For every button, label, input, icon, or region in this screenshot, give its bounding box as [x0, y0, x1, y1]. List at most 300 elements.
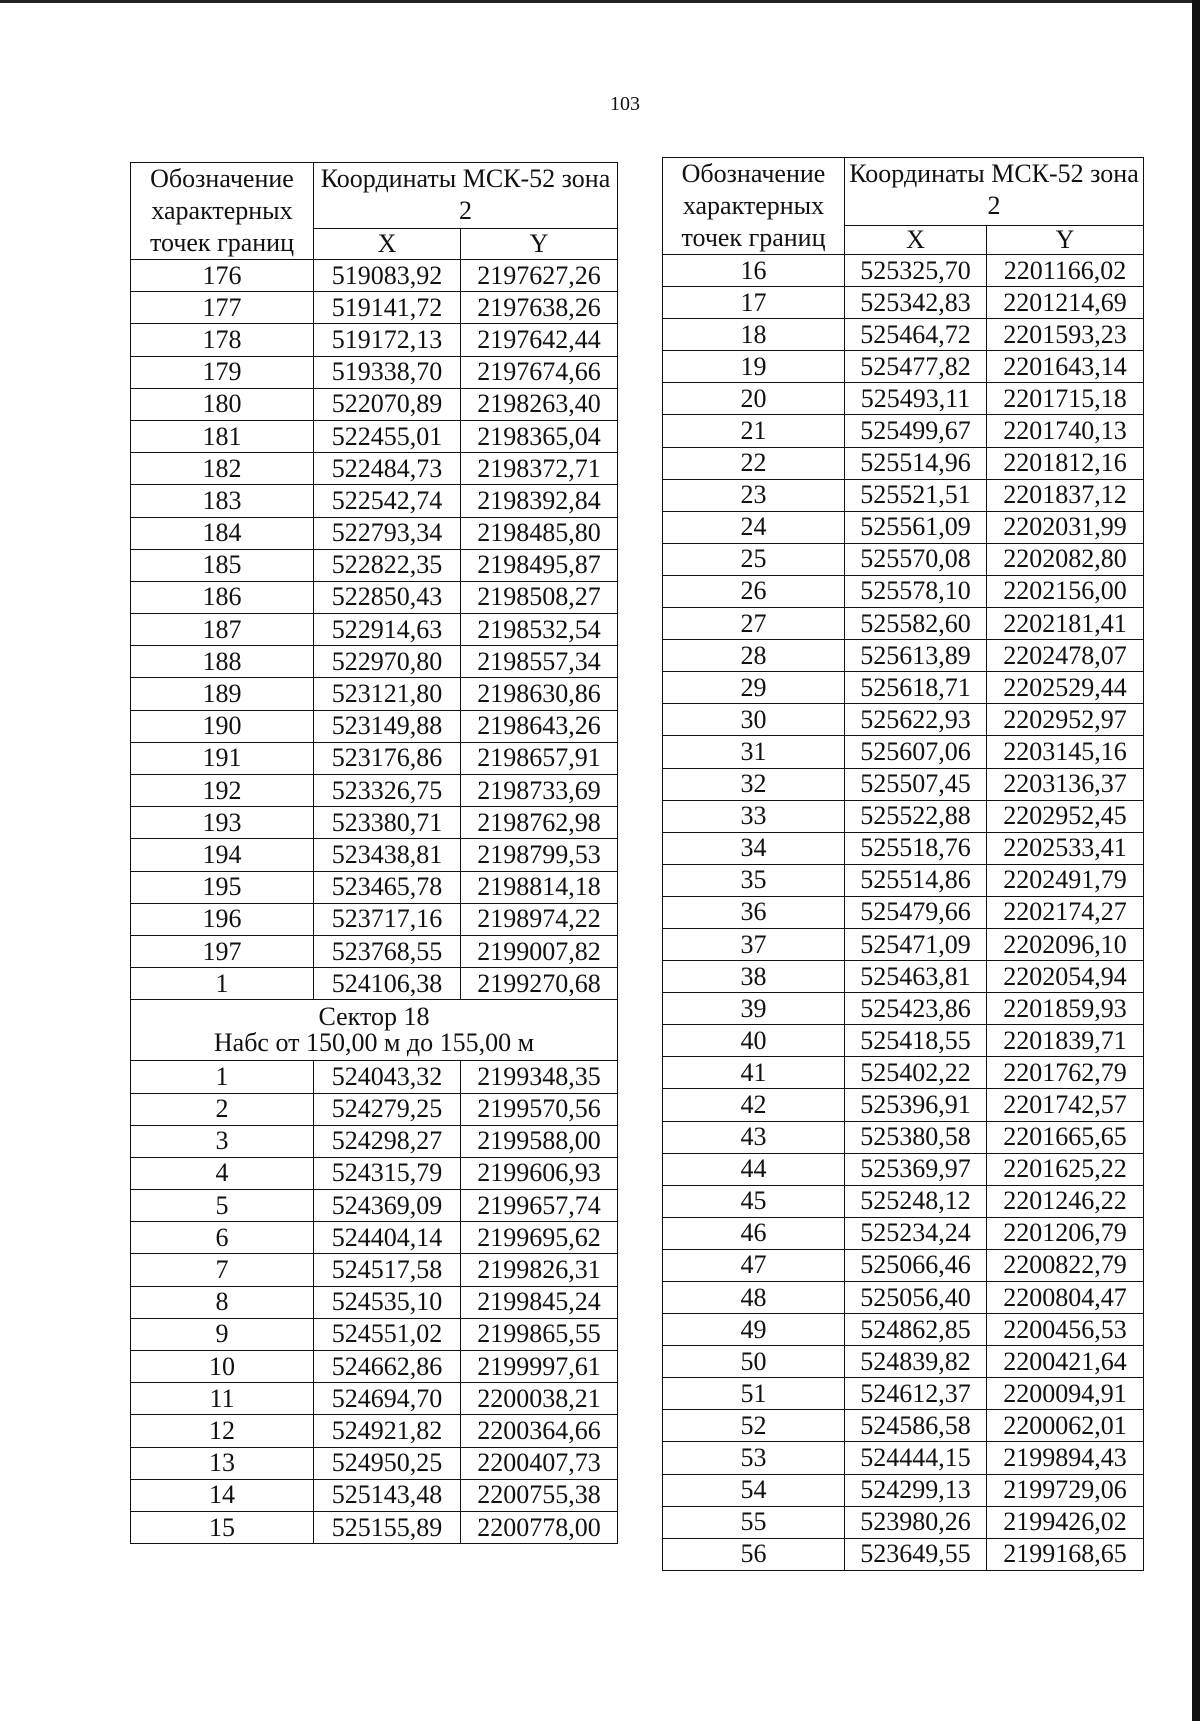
sector-height-range: Набс от 150,00 м до 155,00 м [213, 1028, 535, 1058]
point-number: 34 [663, 832, 845, 864]
coord-x: 525423,86 [845, 993, 987, 1025]
coord-y: 2201837,12 [987, 479, 1144, 511]
point-number: 41 [663, 1057, 845, 1089]
point-number: 23 [663, 479, 845, 511]
coord-y: 2201665,65 [987, 1121, 1144, 1153]
coord-x: 525056,40 [845, 1282, 987, 1314]
coord-y: 2201206,79 [987, 1217, 1144, 1249]
coord-x: 525234,24 [845, 1217, 987, 1249]
table-row [131, 1093, 618, 1125]
coord-x: 525622,93 [845, 704, 987, 736]
table-row [131, 1125, 618, 1157]
point-number: 188 [131, 646, 314, 678]
coord-x: 524921,82 [314, 1415, 461, 1447]
table-row [663, 479, 1144, 511]
coord-x: 525613,89 [845, 640, 987, 672]
point-number: 13 [131, 1447, 314, 1479]
coord-x: 523717,16 [314, 903, 461, 935]
table-row [131, 1511, 618, 1543]
coord-x: 525155,89 [314, 1511, 461, 1543]
table-row [663, 287, 1144, 319]
table-row [663, 736, 1144, 768]
coord-y: 2198372,71 [461, 453, 618, 485]
coord-x: 524950,25 [314, 1447, 461, 1479]
coord-x: 523149,88 [314, 710, 461, 742]
header-coordinates: Координаты МСК-52 зона 2 [314, 163, 618, 229]
point-number: 16 [663, 255, 845, 287]
table-row [131, 1061, 618, 1093]
coord-y: 2199657,74 [461, 1190, 618, 1222]
coord-y: 2197674,66 [461, 356, 618, 388]
coord-x: 522822,35 [314, 549, 461, 581]
point-number: 46 [663, 1217, 845, 1249]
coord-x: 525514,86 [845, 864, 987, 896]
coord-x: 525066,46 [845, 1249, 987, 1281]
coord-y: 2198365,04 [461, 420, 618, 452]
coord-y: 2199007,82 [461, 935, 618, 967]
coord-y: 2201643,14 [987, 351, 1144, 383]
coord-x: 523649,55 [845, 1538, 987, 1570]
point-number: 185 [131, 549, 314, 581]
table-row [663, 543, 1144, 575]
point-number: 50 [663, 1346, 845, 1378]
table-row [131, 968, 618, 1000]
coord-y: 2202096,10 [987, 928, 1144, 960]
point-number: 5 [131, 1190, 314, 1222]
table-row [663, 961, 1144, 993]
point-number: 22 [663, 447, 845, 479]
table-row [131, 614, 618, 646]
coord-y: 2198762,98 [461, 807, 618, 839]
table-row [663, 640, 1144, 672]
point-number: 177 [131, 292, 314, 324]
coord-x: 522484,73 [314, 453, 461, 485]
coord-x: 525477,82 [845, 351, 987, 383]
coord-y: 2201715,18 [987, 383, 1144, 415]
table-row [663, 1185, 1144, 1217]
point-number: 1 [131, 968, 314, 1000]
coord-x: 524612,37 [845, 1378, 987, 1410]
coord-x: 525521,51 [845, 479, 987, 511]
coord-x: 519141,72 [314, 292, 461, 324]
coord-y: 2200038,21 [461, 1383, 618, 1415]
point-number: 193 [131, 807, 314, 839]
table-row [131, 742, 618, 774]
point-number: 48 [663, 1282, 845, 1314]
table-row [663, 1025, 1144, 1057]
coord-x: 523380,71 [314, 807, 461, 839]
point-number: 56 [663, 1538, 845, 1570]
table-row [131, 1447, 618, 1479]
coord-x: 524404,14 [314, 1222, 461, 1254]
coord-y: 2200094,91 [987, 1378, 1144, 1410]
coord-x: 525561,09 [845, 511, 987, 543]
point-number: 17 [663, 287, 845, 319]
point-number: 15 [131, 1511, 314, 1543]
coord-x: 525499,67 [845, 415, 987, 447]
coord-y: 2202082,80 [987, 543, 1144, 575]
point-number: 25 [663, 543, 845, 575]
point-number: 43 [663, 1121, 845, 1153]
table-row [131, 678, 618, 710]
coord-x: 525418,55 [845, 1025, 987, 1057]
point-number: 29 [663, 672, 845, 704]
coord-y: 2197638,26 [461, 292, 618, 324]
coord-x: 523326,75 [314, 775, 461, 807]
point-number: 196 [131, 903, 314, 935]
coord-x: 525514,96 [845, 447, 987, 479]
table-row [131, 292, 618, 324]
coord-x: 522070,89 [314, 388, 461, 420]
coord-x: 522850,43 [314, 581, 461, 613]
coord-x: 524444,15 [845, 1442, 987, 1474]
point-number: 1 [131, 1061, 314, 1093]
coord-y: 2198508,27 [461, 581, 618, 613]
coord-y: 2199865,55 [461, 1318, 618, 1350]
coord-x: 519083,92 [314, 260, 461, 292]
point-number: 181 [131, 420, 314, 452]
coord-x: 524517,58 [314, 1254, 461, 1286]
point-number: 8 [131, 1286, 314, 1318]
coord-y: 2199695,62 [461, 1222, 618, 1254]
coord-y: 2198495,87 [461, 549, 618, 581]
coord-y: 2203145,16 [987, 736, 1144, 768]
coord-x: 523980,26 [845, 1506, 987, 1538]
table-row [131, 453, 618, 485]
coord-x: 525325,70 [845, 255, 987, 287]
coord-y: 2200804,47 [987, 1282, 1144, 1314]
table-row [131, 1415, 618, 1447]
coord-y: 2198799,53 [461, 839, 618, 871]
table-row [663, 255, 1144, 287]
coord-y: 2198485,80 [461, 517, 618, 549]
coord-x: 524299,13 [845, 1474, 987, 1506]
table-row [663, 800, 1144, 832]
coord-y: 2197627,26 [461, 260, 618, 292]
table-row [131, 581, 618, 613]
coord-y: 2201214,69 [987, 287, 1144, 319]
coord-y: 2198733,69 [461, 775, 618, 807]
header-y: Y [987, 226, 1144, 255]
sector-heading [131, 1000, 618, 1061]
table-row [663, 1442, 1144, 1474]
scan-right-edge [1192, 0, 1200, 1721]
table-row [663, 704, 1144, 736]
coord-y: 2199894,43 [987, 1442, 1144, 1474]
coord-y: 2198814,18 [461, 871, 618, 903]
table-row [663, 383, 1144, 415]
table-row [663, 1506, 1144, 1538]
point-number: 28 [663, 640, 845, 672]
table-row [663, 672, 1144, 704]
coord-x: 525522,88 [845, 800, 987, 832]
coord-x: 522542,74 [314, 485, 461, 517]
coord-x: 525507,45 [845, 768, 987, 800]
table-row [131, 710, 618, 742]
coord-y: 2201593,23 [987, 319, 1144, 351]
point-number: 192 [131, 775, 314, 807]
coord-x: 524298,27 [314, 1125, 461, 1157]
coord-y: 2199997,61 [461, 1351, 618, 1383]
coord-y: 2199348,35 [461, 1061, 618, 1093]
table-row [131, 1222, 618, 1254]
coord-x: 519172,13 [314, 324, 461, 356]
coord-y: 2198974,22 [461, 903, 618, 935]
table-row [131, 1190, 618, 1222]
point-number: 30 [663, 704, 845, 736]
coord-x: 525570,08 [845, 543, 987, 575]
point-number: 195 [131, 871, 314, 903]
point-number: 54 [663, 1474, 845, 1506]
table-row [131, 1157, 618, 1189]
coord-y: 2199845,24 [461, 1286, 618, 1318]
table-row [663, 1121, 1144, 1153]
coord-y: 2199729,06 [987, 1474, 1144, 1506]
coord-x: 525479,66 [845, 896, 987, 928]
point-number: 32 [663, 768, 845, 800]
point-number: 26 [663, 575, 845, 607]
table-row [131, 1254, 618, 1286]
coord-x: 523768,55 [314, 935, 461, 967]
table-row [663, 1089, 1144, 1121]
table-row [131, 1383, 618, 1415]
coord-y: 2201246,22 [987, 1185, 1144, 1217]
point-number: 14 [131, 1479, 314, 1511]
table-row [131, 871, 618, 903]
point-number: 186 [131, 581, 314, 613]
coord-y: 2200456,53 [987, 1314, 1144, 1346]
coord-x: 524315,79 [314, 1157, 461, 1189]
table-row [663, 1474, 1144, 1506]
table-row [663, 1057, 1144, 1089]
coord-x: 525463,81 [845, 961, 987, 993]
coord-y: 2201625,22 [987, 1153, 1144, 1185]
header-designation: Обозначение характерных точек границ [663, 158, 845, 255]
point-number: 45 [663, 1185, 845, 1217]
coord-x: 524279,25 [314, 1093, 461, 1125]
point-number: 3 [131, 1125, 314, 1157]
table-row [663, 1538, 1144, 1570]
coord-y: 2199168,65 [987, 1538, 1144, 1570]
table-row [131, 775, 618, 807]
point-number: 38 [663, 961, 845, 993]
coord-x: 525402,22 [845, 1057, 987, 1089]
coord-x: 524586,58 [845, 1410, 987, 1442]
coord-x: 522455,01 [314, 420, 461, 452]
coord-y: 2198263,40 [461, 388, 618, 420]
table-row [663, 1410, 1144, 1442]
sector-row [131, 1000, 618, 1061]
coord-y: 2202533,41 [987, 832, 1144, 864]
point-number: 11 [131, 1383, 314, 1415]
point-number: 44 [663, 1153, 845, 1185]
coord-y: 2199606,93 [461, 1157, 618, 1189]
coord-x: 524862,85 [845, 1314, 987, 1346]
table-row [663, 993, 1144, 1025]
table-row [663, 1153, 1144, 1185]
point-number: 2 [131, 1093, 314, 1125]
coord-y: 2202174,27 [987, 896, 1144, 928]
table-row [663, 575, 1144, 607]
point-number: 12 [131, 1415, 314, 1447]
point-number: 187 [131, 614, 314, 646]
table-row [131, 324, 618, 356]
coord-y: 2202952,45 [987, 800, 1144, 832]
coord-y: 2200755,38 [461, 1479, 618, 1511]
coord-y: 2202054,94 [987, 961, 1144, 993]
coord-y: 2198532,54 [461, 614, 618, 646]
coord-y: 2200778,00 [461, 1511, 618, 1543]
coord-x: 525471,09 [845, 928, 987, 960]
coordinates-table-left [130, 162, 618, 1544]
table-row [663, 511, 1144, 543]
coord-y: 2199426,02 [987, 1506, 1144, 1538]
coord-y: 2200062,01 [987, 1410, 1144, 1442]
coord-x: 523465,78 [314, 871, 461, 903]
point-number: 4 [131, 1157, 314, 1189]
coord-y: 2200364,66 [461, 1415, 618, 1447]
coord-x: 524043,32 [314, 1061, 461, 1093]
point-number: 176 [131, 260, 314, 292]
table-row [663, 896, 1144, 928]
coord-x: 525396,91 [845, 1089, 987, 1121]
coord-x: 523176,86 [314, 742, 461, 774]
point-number: 6 [131, 1222, 314, 1254]
coord-x: 525342,83 [845, 287, 987, 319]
coord-y: 2199826,31 [461, 1254, 618, 1286]
table-row [663, 1249, 1144, 1281]
point-number: 40 [663, 1025, 845, 1057]
coord-y: 2201839,71 [987, 1025, 1144, 1057]
table-row [131, 1479, 618, 1511]
point-number: 53 [663, 1442, 845, 1474]
table-row [663, 864, 1144, 896]
coord-x: 524551,02 [314, 1318, 461, 1350]
coord-y: 2201812,16 [987, 447, 1144, 479]
point-number: 9 [131, 1318, 314, 1350]
coord-y: 2200822,79 [987, 1249, 1144, 1281]
point-number: 27 [663, 608, 845, 640]
table-row [663, 447, 1144, 479]
coord-x: 522914,63 [314, 614, 461, 646]
coord-y: 2198643,26 [461, 710, 618, 742]
coord-y: 2198630,86 [461, 678, 618, 710]
table-row [131, 260, 618, 292]
table-row [663, 608, 1144, 640]
table-row [131, 1286, 618, 1318]
coord-y: 2202181,41 [987, 608, 1144, 640]
table-row [663, 1217, 1144, 1249]
coord-y: 2197642,44 [461, 324, 618, 356]
coord-x: 525369,97 [845, 1153, 987, 1185]
point-number: 18 [663, 319, 845, 351]
table-row [131, 1351, 618, 1383]
point-number: 42 [663, 1089, 845, 1121]
coord-x: 525248,12 [845, 1185, 987, 1217]
coord-y: 2202529,44 [987, 672, 1144, 704]
table-row [131, 935, 618, 967]
table-row [663, 1346, 1144, 1378]
coord-x: 519338,70 [314, 356, 461, 388]
table-row [131, 517, 618, 549]
header-coordinates: Координаты МСК-52 зона 2 [845, 158, 1144, 226]
table-row [663, 1378, 1144, 1410]
coord-x: 524839,82 [845, 1346, 987, 1378]
point-number: 182 [131, 453, 314, 485]
table-row [131, 903, 618, 935]
point-number: 179 [131, 356, 314, 388]
coord-x: 522970,80 [314, 646, 461, 678]
coord-y: 2201166,02 [987, 255, 1144, 287]
table-row [663, 319, 1144, 351]
header-x: X [314, 229, 461, 260]
coord-x: 525493,11 [845, 383, 987, 415]
coord-y: 2202156,00 [987, 575, 1144, 607]
coord-x: 525618,71 [845, 672, 987, 704]
header-designation: Обозначение характерных точек границ [131, 163, 314, 260]
coord-y: 2200407,73 [461, 1447, 618, 1479]
table-row [663, 415, 1144, 447]
table-row [131, 646, 618, 678]
coord-y: 2203136,37 [987, 768, 1144, 800]
point-number: 36 [663, 896, 845, 928]
table-row [131, 388, 618, 420]
header-x: X [845, 226, 987, 255]
table-row [131, 1318, 618, 1350]
point-number: 20 [663, 383, 845, 415]
point-number: 194 [131, 839, 314, 871]
point-number: 21 [663, 415, 845, 447]
point-number: 55 [663, 1506, 845, 1538]
coord-x: 523438,81 [314, 839, 461, 871]
coordinates-table-right [662, 157, 1144, 1571]
point-number: 189 [131, 678, 314, 710]
coord-y: 2198557,34 [461, 646, 618, 678]
coord-x: 522793,34 [314, 517, 461, 549]
coord-y: 2202952,97 [987, 704, 1144, 736]
coord-y: 2199570,56 [461, 1093, 618, 1125]
point-number: 183 [131, 485, 314, 517]
point-number: 19 [663, 351, 845, 383]
coord-y: 2199270,68 [461, 968, 618, 1000]
point-number: 178 [131, 324, 314, 356]
coord-y: 2198392,84 [461, 485, 618, 517]
table-row [131, 420, 618, 452]
coord-y: 2202491,79 [987, 864, 1144, 896]
point-number: 33 [663, 800, 845, 832]
coord-x: 525607,06 [845, 736, 987, 768]
sector-title: Сектор 18 [318, 1002, 430, 1032]
coord-y: 2201742,57 [987, 1089, 1144, 1121]
coord-y: 2202031,99 [987, 511, 1144, 543]
point-number: 52 [663, 1410, 845, 1442]
point-number: 184 [131, 517, 314, 549]
coord-y: 2202478,07 [987, 640, 1144, 672]
point-number: 180 [131, 388, 314, 420]
coord-x: 524106,38 [314, 968, 461, 1000]
table-row [663, 1282, 1144, 1314]
point-number: 39 [663, 993, 845, 1025]
table-row [663, 1314, 1144, 1346]
point-number: 10 [131, 1351, 314, 1383]
table-row [131, 807, 618, 839]
point-number: 47 [663, 1249, 845, 1281]
table-row [131, 485, 618, 517]
page-number: 103 [610, 93, 640, 115]
header-y: Y [461, 229, 618, 260]
table-row [663, 768, 1144, 800]
coord-x: 525380,58 [845, 1121, 987, 1153]
